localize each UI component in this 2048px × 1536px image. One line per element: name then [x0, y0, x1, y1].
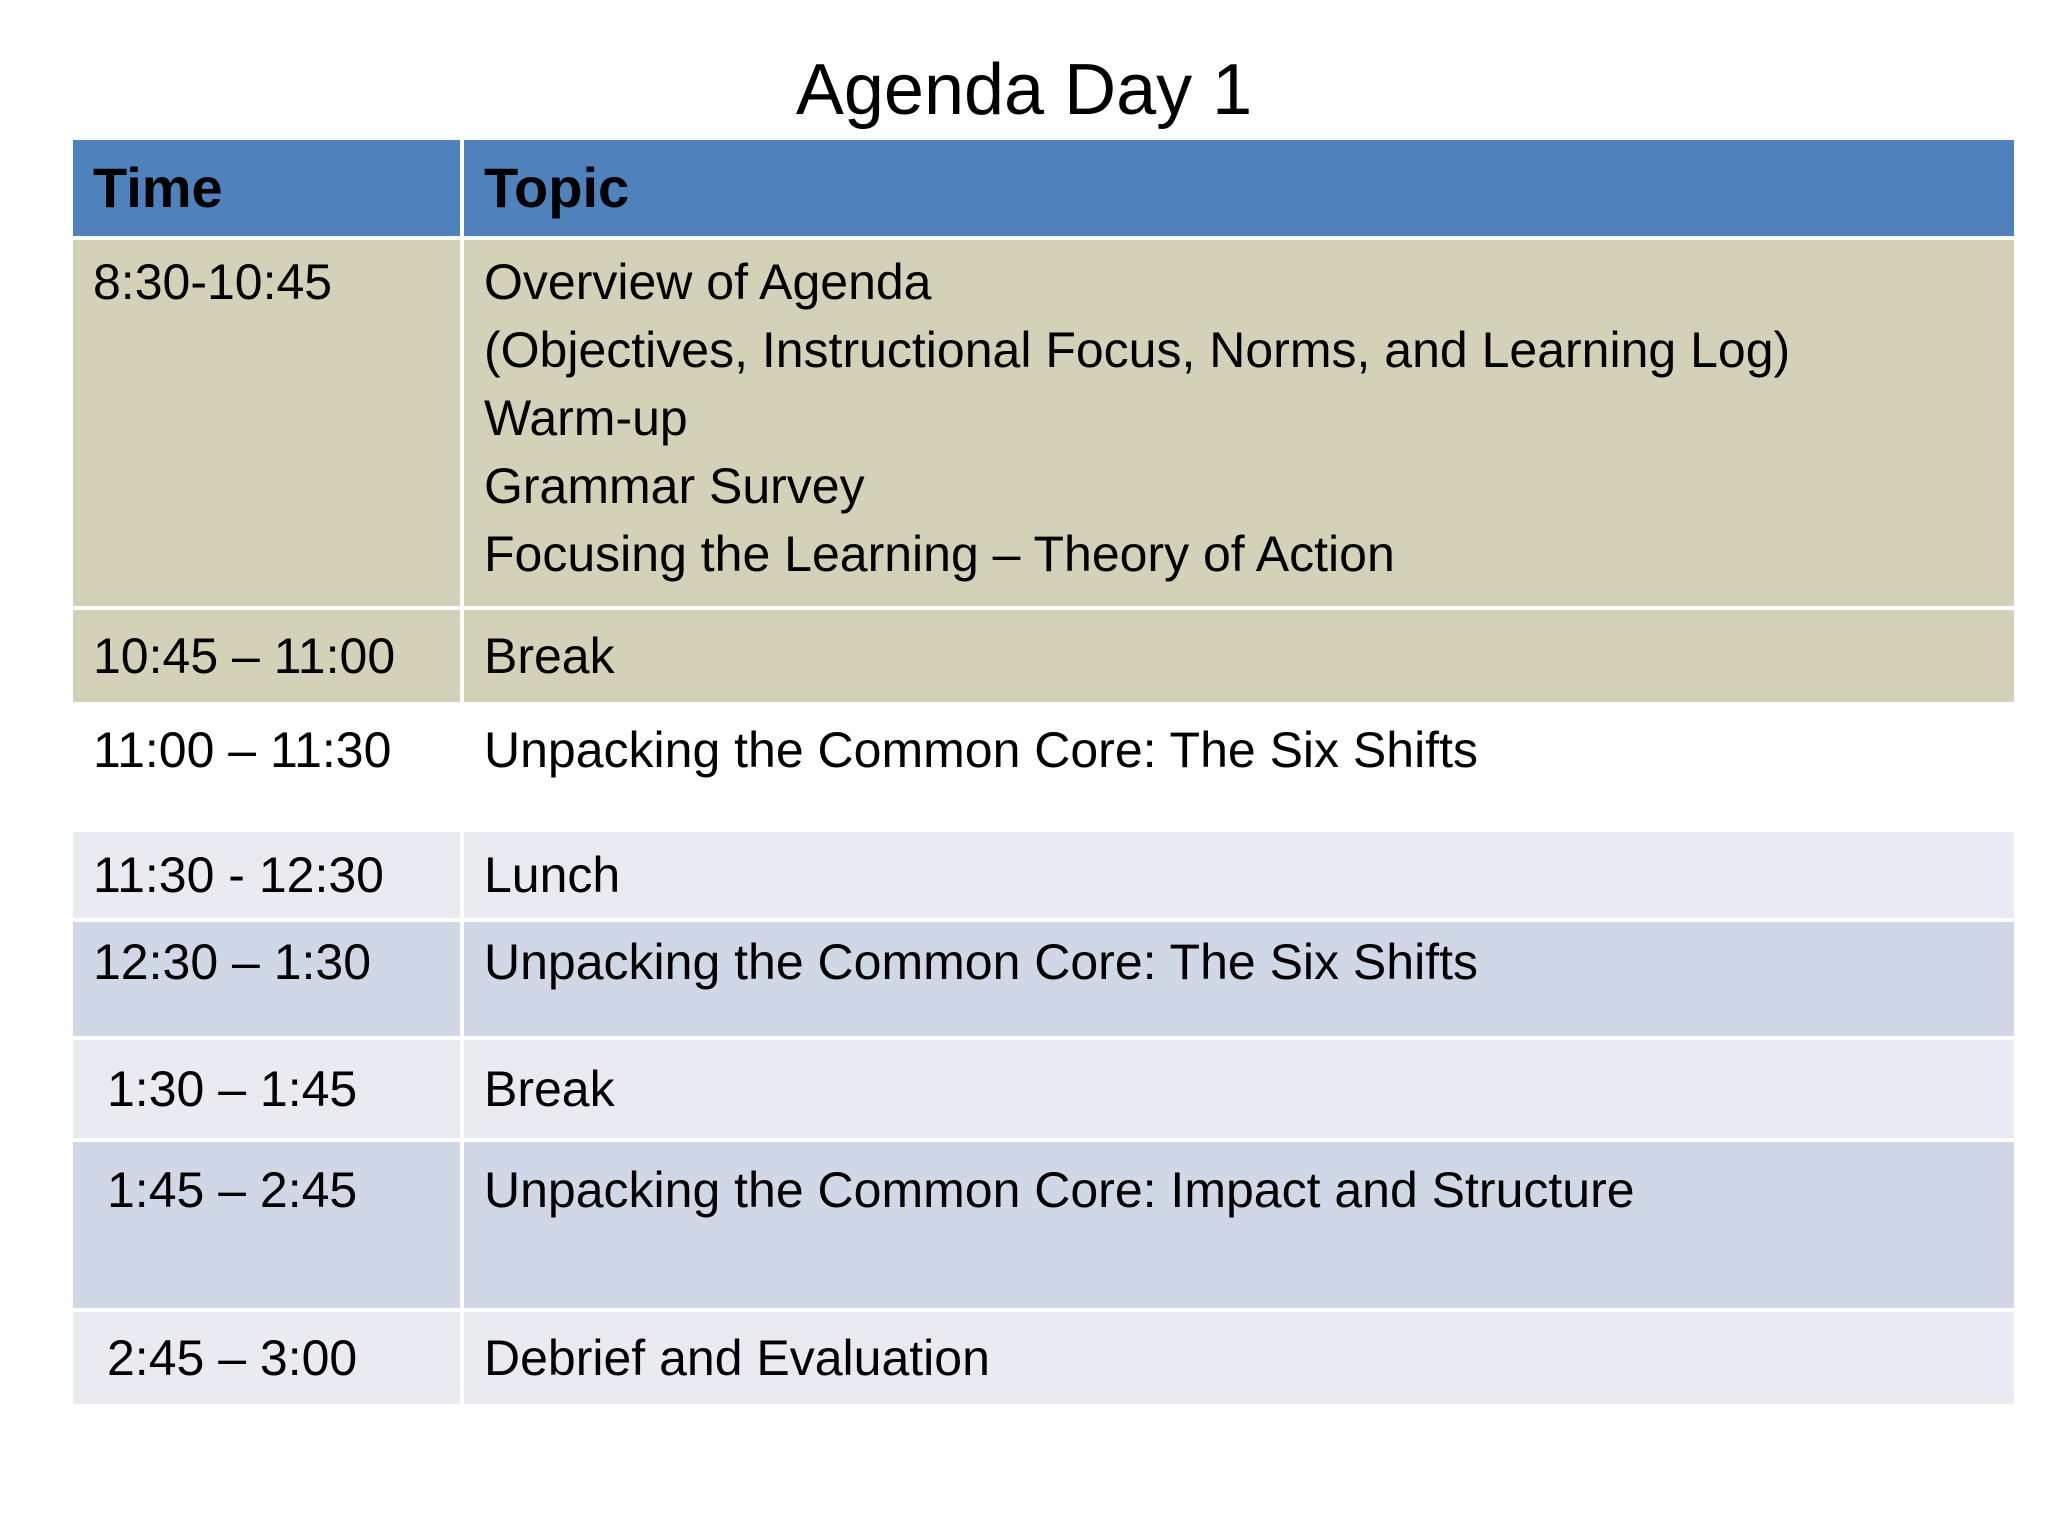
- time-cell: 1:30 – 1:45: [71, 1038, 462, 1140]
- time-cell: 11:30 - 12:30: [71, 830, 462, 920]
- table-row: [71, 830, 2016, 920]
- topic-line: Grammar Survey: [484, 458, 865, 514]
- table-row: [71, 704, 2016, 830]
- time-cell: 8:30-10:45: [71, 238, 462, 608]
- table-row: [71, 608, 2016, 704]
- topic-cell: Break: [462, 608, 2016, 704]
- topic-cell: Debrief and Evaluation: [462, 1310, 2016, 1406]
- table-row: [71, 238, 2016, 608]
- topic-cell: [462, 238, 2016, 608]
- topic-cell: Unpacking the Common Core: The Six Shifts: [462, 920, 2016, 1038]
- topic-line-list: [484, 248, 1994, 588]
- time-cell: 1:45 – 2:45: [71, 1140, 462, 1310]
- time-cell: 2:45 – 3:00: [71, 1310, 462, 1406]
- table-header-row: [71, 138, 2016, 238]
- topic-line: Overview of Agenda: [484, 254, 932, 310]
- agenda-table: [69, 136, 2018, 1408]
- topic-cell: Break: [462, 1038, 2016, 1140]
- header-time: Time: [71, 138, 462, 238]
- topic-line: Warm-up: [484, 390, 688, 446]
- topic-cell: Lunch: [462, 830, 2016, 920]
- topic-line: Focusing the Learning – Theory of Action: [484, 526, 1395, 582]
- time-cell: 12:30 – 1:30: [71, 920, 462, 1038]
- table-row: [71, 920, 2016, 1038]
- table-row: [71, 1038, 2016, 1140]
- topic-cell: Unpacking the Common Core: Impact and Structure: [462, 1140, 2016, 1310]
- topic-line: (Objectives, Instructional Focus, Norms, and Learning Log): [484, 322, 1791, 378]
- time-cell: 11:00 – 11:30: [71, 704, 462, 830]
- topic-cell: Unpacking the Common Core: The Six Shifts: [462, 704, 2016, 830]
- table-row: [71, 1140, 2016, 1310]
- time-cell: 10:45 – 11:00: [71, 608, 462, 704]
- slide-title: Agenda Day 1: [795, 50, 1253, 130]
- header-topic: Topic: [462, 138, 2016, 238]
- table-row: [71, 1310, 2016, 1406]
